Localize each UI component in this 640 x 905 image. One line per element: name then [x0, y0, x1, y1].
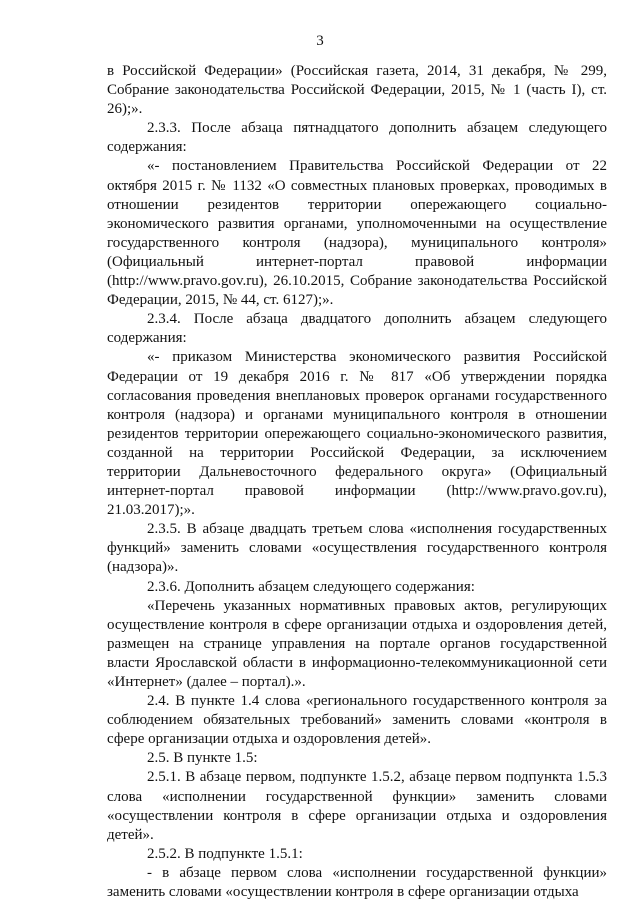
paragraph-quote-order-817: «- приказом Министерства экономического развития Российской Федерации от 19 декабря 2016 г. № 817 «Об утверждении порядка согласования проведения внеплановых проверок органами государственного контроля (надзора) и органами муниципального контроля в отношении резидентов территории опережающего социально-экономического развития, созданной на территории Российской Федерации, за исключением территории Дальневосточного федерального округа» (Официальный интернет-портал правовой информации (http://www.pravo.gov.ru), 21.03.2017);».	[107, 349, 607, 519]
paragraph-quote-list: «Перечень указанных нормативных правовых актов, регулирующих осуществление контроля в сфере организации отдыха и оздоровления детей, размещен на странице управления на портале органов государственной власти Ярославской области в информационно-телекоммуникационной сети «Интернет» (далее – портал).».	[107, 597, 607, 690]
document-body	[107, 62, 607, 902]
paragraph-2-5-2: 2.5.2. В подпункте 1.5.1:	[147, 845, 303, 862]
paragraph-2-5: 2.5. В пункте 1.5:	[147, 750, 258, 767]
paragraph-2-3-5: 2.3.5. В абзаце двадцать третьем слова «исполнения государственных функций» заменить словами «осуществления государственного контроля (надзора)».	[107, 521, 607, 576]
paragraph-quote-decree-1132: «- постановлением Правительства Российской Федерации от 22 октября 2015 г. № 1132 «О совместных плановых проверках, проводимых в отношении резидентов территории опережающего социально-экономического развития органами, уполномоченными на осуществление государственного контроля (надзора), муниципального контроля» (Официальный интернет-портал правовой информации (http://www.pravo.gov.ru), 26.10.2015, Собрание законодательства Российской Федерации, 2015, № 44, ст. 6127);».	[107, 158, 607, 309]
paragraph-2-3-4: 2.3.4. После абзаца двадцатого дополнить абзацем следующего содержания:	[107, 311, 607, 347]
page-number: 3	[316, 33, 324, 49]
paragraph-2-3-3: 2.3.3. После абзаца пятнадцатого дополнить абзацем следующего содержания:	[107, 120, 607, 156]
paragraph-2-4: 2.4. В пункте 1.4 слова «регионального государственного контроля за соблюдением обязательных требований» заменить словами «контроля в сфере организации отдыха и оздоровления детей».	[107, 693, 607, 748]
paragraph-2-5-2-item: - в абзаце первом слова «исполнении государственной функции» заменить словами «осуществлении контроля в сфере организации отдыха	[107, 864, 607, 901]
paragraph-continuation: в Российской Федерации» (Российская газета, 2014, 31 декабря, № 299, Собрание законодательства Российской Федерации, 2015, № 1 (часть I), ст. 26);».	[107, 63, 607, 118]
paragraph-2-5-1: 2.5.1. В абзаце первом, подпункте 1.5.2, абзаце первом подпункта 1.5.3 слова «исполнении государственной функции» заменить словами «осуществлении контроля в сфере организации отдыха и оздоровления детей».	[107, 769, 607, 843]
paragraph-2-3-6: 2.3.6. Дополнить абзацем следующего содержания:	[147, 578, 475, 595]
